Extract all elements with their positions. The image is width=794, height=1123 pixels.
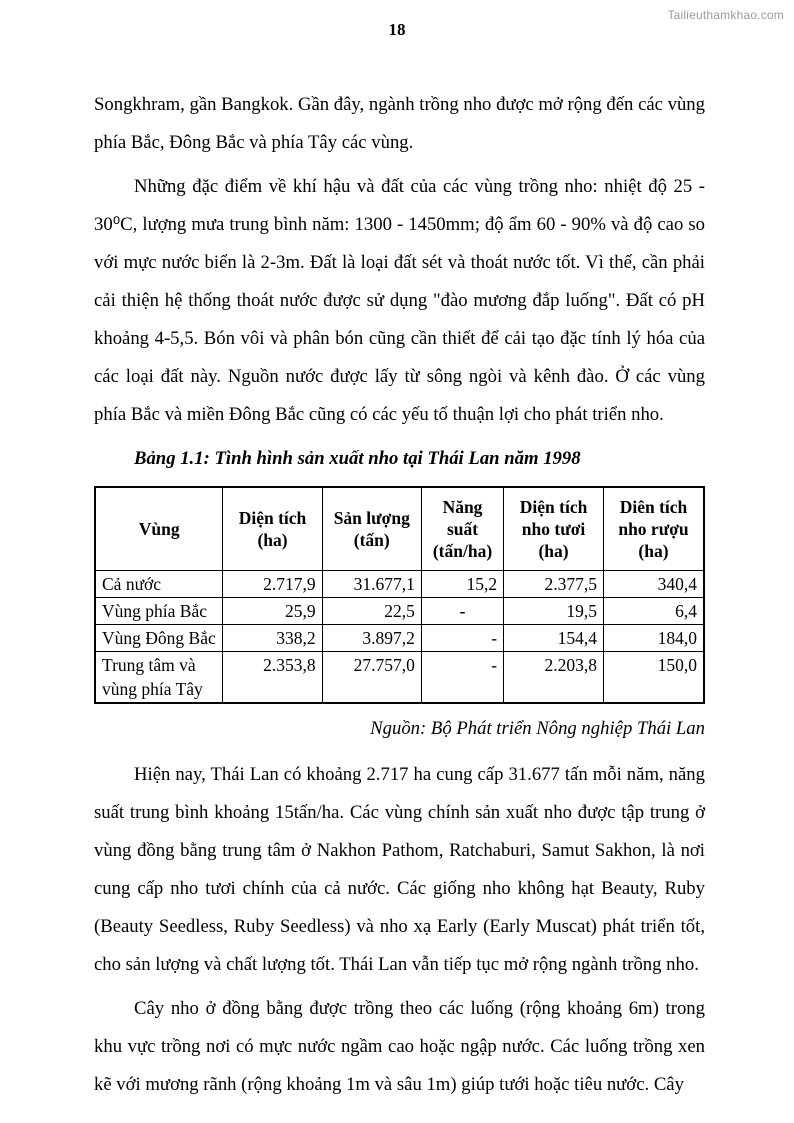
value-cell: 150,0 [603, 652, 704, 704]
table-caption: Bảng 1.1: Tình hình sản xuất nho tại Thái Lan năm 1998 [134, 448, 581, 469]
value-cell: 3.897,2 [322, 625, 421, 652]
value-cell: 2.203,8 [504, 652, 604, 704]
column-header: Vùng [95, 487, 223, 571]
grape-production-table [94, 486, 705, 704]
value-cell: 338,2 [223, 625, 322, 652]
region-cell: Trung tâm và vùng phía Tây [95, 652, 223, 704]
table-source: Nguồn: Bộ Phát triển Nông nghiệp Thái Lan [370, 718, 705, 739]
paragraph-1: Songkhram, gần Bangkok. Gần đây, ngành trồng nho được mở rộng đến các vùng phía Bắc, Đông Bắc và phía Tây các vùng. [94, 94, 705, 153]
column-header: Diện tích (ha) [223, 487, 322, 571]
watermark: Tailieuthamkhao.com [667, 8, 784, 22]
region-cell: Cả nước [95, 571, 223, 598]
paragraph-3: Hiện nay, Thái Lan có khoảng 2.717 ha cung cấp 31.677 tấn mỗi năm, năng suất trung bình khoảng 15tấn/ha. Các vùng chính sản xuất nho được tập trung ở vùng đồng bằng trung tâm ở Nakhon Pathom, Ratchaburi, Samut Sakhon, là nơi cung cấp nho tươi chính của cả nước. Các giống nho không hạt Beauty, Ruby (Beauty Seedless, Ruby Seedless) và nho xạ Early (Early Muscat) phát triển tốt, cho sản lượng và chất lượng tốt. Thái Lan vẫn tiếp tục mở rộng ngành trồng nho. [94, 764, 705, 975]
value-cell: 6,4 [603, 598, 704, 625]
table-row [95, 598, 704, 625]
column-header: Sản lượng (tấn) [322, 487, 421, 571]
value-cell: 2.377,5 [504, 571, 604, 598]
table-body [95, 571, 704, 704]
region-cell: Vùng Đông Bắc [95, 625, 223, 652]
value-cell: 25,9 [223, 598, 322, 625]
paragraph-4: Cây nho ở đồng bằng được trồng theo các luống (rộng khoảng 6m) trong khu vực trồng nơi có mực nước ngầm cao hoặc ngập nước. Các luống trồng xen kẽ với mương rãnh (rộng khoảng 1m và sâu 1m) giúp tưới hoặc tiêu nước. Cây [94, 998, 705, 1095]
paragraph-2: Những đặc điểm về khí hậu và đất của các vùng trồng nho: nhiệt độ 25 - 30⁰C, lượng mưa trung bình năm: 1300 - 1450mm; độ ẩm 60 - 90% và độ cao so với mực nước biển là 2-3m. Đất là loại đất sét và thoát nước tốt. Vì thế, cần phải cải thiện hệ thống thoát nước được sử dụng "đào mương đắp luống". Đất có pH khoảng 4-5,5. Bón vôi và phân bón cũng cần thiết để cải tạo đặc tính lý hóa của các loại đất này. Nguồn nước được lấy từ sông ngòi và kênh đào. Ở các vùng phía Bắc và miền Đông Bắc cũng có các yếu tố thuận lợi cho phát triển nho. [94, 176, 705, 425]
value-cell: 340,4 [603, 571, 704, 598]
table-row [95, 571, 704, 598]
value-cell: - [421, 625, 503, 652]
page-number: 18 [388, 20, 406, 39]
table-row [95, 652, 704, 704]
value-cell: 184,0 [603, 625, 704, 652]
value-cell: 27.757,0 [322, 652, 421, 704]
value-cell: 15,2 [421, 571, 503, 598]
column-header: Diện tích nho tươi (ha) [504, 487, 604, 571]
table-header [95, 487, 704, 571]
value-cell: 22,5 [322, 598, 421, 625]
value-cell: 2.717,9 [223, 571, 322, 598]
region-cell: Vùng phía Bắc [95, 598, 223, 625]
value-cell: - [421, 598, 503, 625]
value-cell: 154,4 [504, 625, 604, 652]
value-cell: 19,5 [504, 598, 604, 625]
column-header: Năng suất (tấn/ha) [421, 487, 503, 571]
value-cell: 31.677,1 [322, 571, 421, 598]
value-cell: - [421, 652, 503, 704]
value-cell: 2.353,8 [223, 652, 322, 704]
header-row [95, 487, 704, 571]
table-row [95, 625, 704, 652]
column-header: Diên tích nho rượu (ha) [603, 487, 704, 571]
